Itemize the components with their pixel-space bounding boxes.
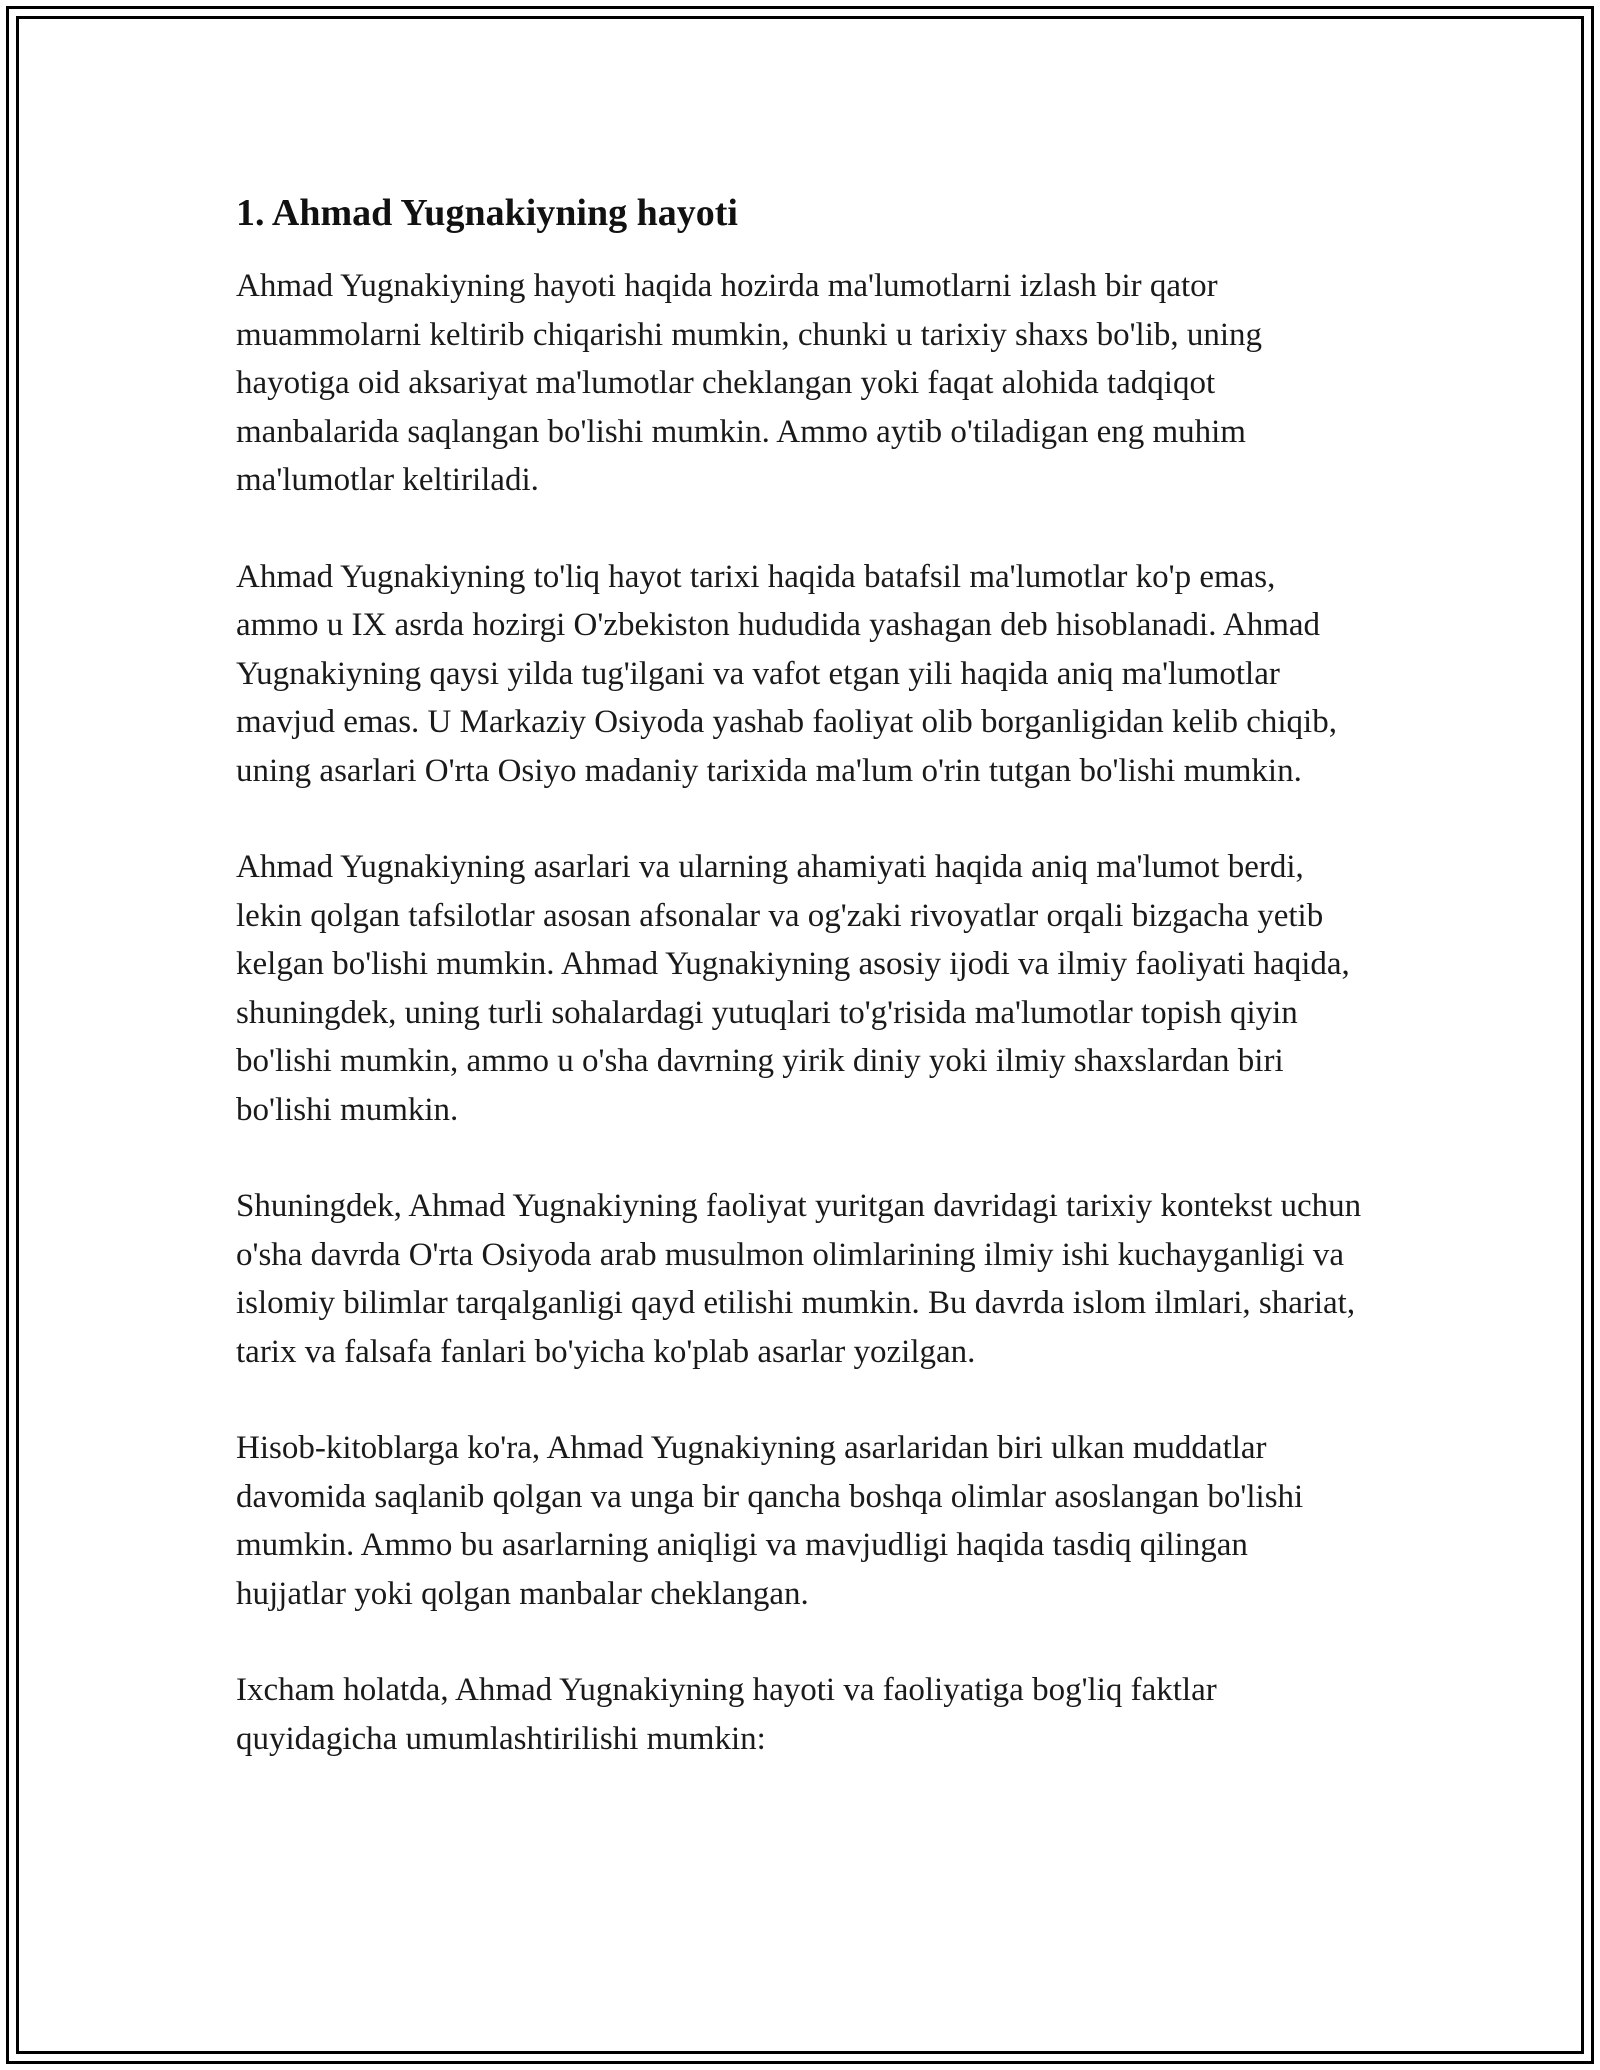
paragraph-2: Ahmad Yugnakiyning to'liq hayot tarixi haqida batafsil ma'lumotlar ko'p emas, ammo u IX asrda hozirgi O'zbekiston hududida yashagan deb hisoblanadi. Ahmad Yugnakiyning qaysi yilda tug'ilgani va vafot etgan yili haqida aniq ma'lumotlar mavjud emas. U Markaziy Osiyoda yashab faoliyat olib borganligidan kelib chiqib, uning asarlari O'rta Osiyo madaniy tarixida ma'lum o'rin tutgan bo'lishi mumkin.: [236, 558, 1337, 789]
paragraph-5: Hisob-kitoblarga ko'ra, Ahmad Yugnakiyning asarlaridan biri ulkan muddatlar davomida saqlanib qolgan va unga bir qancha boshqa olimlar asoslangan bo'lishi mumkin. Ammo bu asarlarning aniqligi va mavjudligi haqida tasdiq qilingan hujjatlar yoki qolgan manbalar cheklangan.: [236, 1430, 1304, 1612]
section-heading: 1. Ahmad Yugnakiyning hayoti: [236, 192, 738, 234]
paragraph-1: Ahmad Yugnakiyning hayoti haqida hozirda ma'lumotlarni izlash bir qator muammolarni keltirib chiqarishi mumkin, chunki u tarixiy shaxs bo'lib, uning hayotiga oid aksariyat ma'lumotlar cheklangan yoki faqat alohida tadqiqot manbalarida saqlangan bo'lishi mumkin. Ammo aytib o'tiladigan eng muhim ma'lumotlar keltiriladi.: [236, 268, 1263, 498]
paragraph-4: Shuningdek, Ahmad Yugnakiyning faoliyat yuritgan davridagi tarixiy kontekst uchun o'sha davrda O'rta Osiyoda arab musulmon olimlarining ilmiy ishi kuchayganligi va islomiy bilimlar tarqalganligi qayd etilishi mumkin. Bu davrda islom ilmlari, shariat, tarix va falsafa fanlari bo'yicha ko'plab asarlar yozilgan.: [236, 1188, 1362, 1370]
paragraph-6: Ixcham holatda, Ahmad Yugnakiyning hayoti va faoliyatiga bog'liq faktlar quyidagicha umumlashtirilishi mumkin:: [236, 1672, 1217, 1757]
paragraph-3: Ahmad Yugnakiyning asarlari va ularning ahamiyati haqida aniq ma'lumot berdi, lekin qolgan tafsilotlar asosan afsonalar va og'zaki rivoyatlar orqali bizgacha yetib kelgan bo'lishi mumkin. Ahmad Yugnakiyning asosiy ijodi va ilmiy faoliyati haqida, shuningdek, uning turli sohalardagi yutuqlari to'g'risida ma'lumotlar topish qiyin bo'lishi mumkin, ammo u o'sha davrning yirik diniy yoki ilmiy shaxslardan biri bo'lishi mumkin.: [236, 849, 1350, 1128]
document-body: [236, 186, 1366, 1811]
